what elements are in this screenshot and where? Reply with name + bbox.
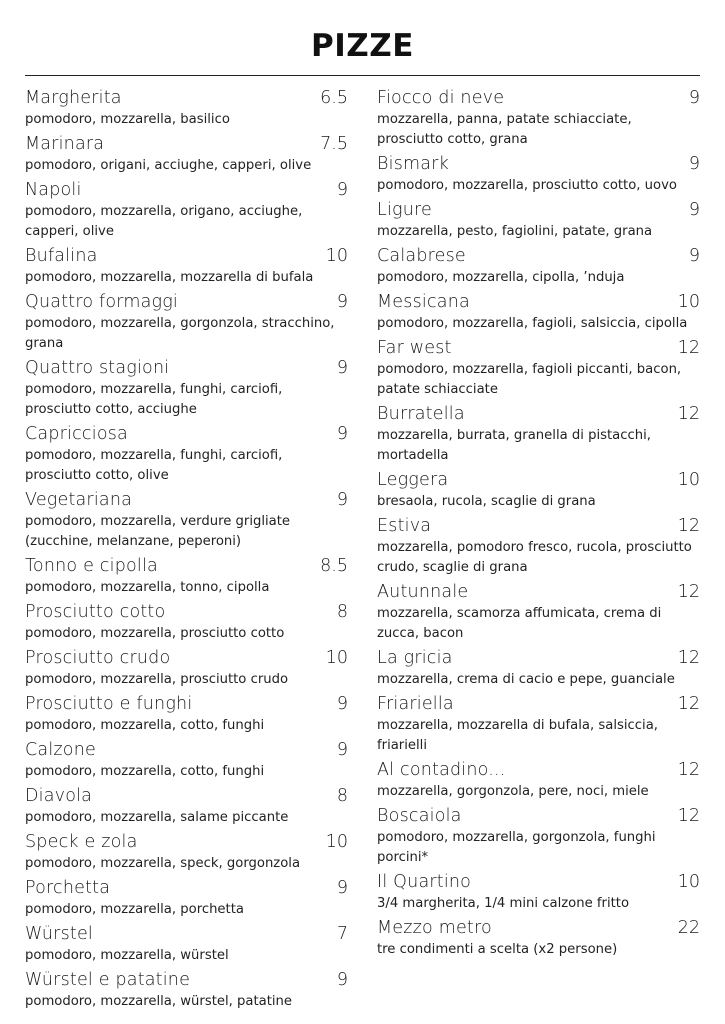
menu-item-header (25, 830, 348, 854)
pizza-name: Quattro stagioni (25, 358, 170, 378)
pizza-name: Messicana (377, 292, 470, 312)
pizza-price: 9 (688, 246, 700, 266)
pizza-price: 7 (336, 924, 348, 944)
menu-item (377, 916, 700, 960)
menu-item-header (25, 86, 348, 110)
pizza-price: 10 (325, 648, 348, 668)
pizza-ingredients: pomodoro, mozzarella, basilico (25, 112, 230, 127)
pizza-price: 12 (677, 760, 700, 780)
pizza-price: 10 (677, 470, 700, 490)
pizza-price: 12 (677, 648, 700, 668)
menu-item (25, 646, 348, 690)
menu-item (377, 468, 700, 512)
pizza-price: 12 (677, 404, 700, 424)
menu-item-header (377, 646, 700, 670)
menu-item (377, 692, 700, 756)
pizza-price: 22 (677, 918, 700, 938)
menu-item (25, 784, 348, 828)
menu-item (25, 600, 348, 644)
pizza-ingredients: pomodoro, mozzarella, cotto, funghi (25, 718, 265, 733)
menu-item (377, 514, 700, 578)
pizza-name: Würstel (25, 924, 93, 944)
pizza-price: 8 (336, 786, 348, 806)
pizza-name: Friariella (377, 694, 454, 714)
menu-item (377, 758, 700, 802)
menu-item-header (25, 692, 348, 716)
menu-item-header (377, 758, 700, 782)
pizza-price: 10 (677, 872, 700, 892)
pizza-price: 9 (336, 740, 348, 760)
menu-item (377, 402, 700, 466)
menu-item (377, 804, 700, 868)
pizza-price: 9 (688, 200, 700, 220)
pizza-name: Tonno e cipolla (25, 556, 158, 576)
menu-item (25, 356, 348, 420)
pizza-name: Marinara (25, 134, 105, 154)
pizza-ingredients: mozzarella, crema di cacio e pepe, guanciale (377, 672, 675, 687)
pizza-name: Calzone (25, 740, 96, 760)
menu-column-left (25, 86, 348, 1014)
pizza-ingredients: pomodoro, mozzarella, cotto, funghi (25, 764, 265, 779)
menu-item (377, 152, 700, 196)
pizza-price: 12 (677, 338, 700, 358)
pizza-name: Vegetariana (25, 490, 133, 510)
pizza-price: 10 (325, 246, 348, 266)
pizza-price: 9 (336, 878, 348, 898)
menu-item (377, 646, 700, 690)
menu-item (25, 968, 348, 1012)
pizza-price: 9 (336, 694, 348, 714)
menu-item (25, 876, 348, 920)
pizza-name: Bismark (377, 154, 449, 174)
pizza-ingredients: mozzarella, burrata, granella di pistacchi, mortadella (377, 428, 651, 463)
menu-item-header (377, 86, 700, 110)
menu-item (25, 422, 348, 486)
pizza-name: Far west (377, 338, 452, 358)
menu-item (25, 554, 348, 598)
pizza-price: 12 (677, 516, 700, 536)
pizza-name: Calabrese (377, 246, 466, 266)
pizza-name: Autunnale (377, 582, 469, 602)
pizza-price: 6.5 (320, 88, 348, 108)
menu-item-header (377, 580, 700, 604)
menu-item-header (25, 290, 348, 314)
menu-item-header (25, 738, 348, 762)
pizza-ingredients: pomodoro, mozzarella, prosciutto crudo (25, 672, 289, 687)
menu-item-header (25, 554, 348, 578)
menu-item-header (377, 244, 700, 268)
pizza-price: 9 (336, 292, 348, 312)
menu-item-header (377, 290, 700, 314)
pizza-ingredients: pomodoro, mozzarella, salame piccante (25, 810, 289, 825)
menu-item-header (25, 784, 348, 808)
pizza-price: 10 (677, 292, 700, 312)
pizza-ingredients: pomodoro, mozzarella, cipolla, ’nduja (377, 270, 625, 285)
menu-item (25, 290, 348, 354)
menu-item-header (25, 356, 348, 380)
pizza-ingredients: pomodoro, mozzarella, speck, gorgonzola (25, 856, 301, 871)
menu-item-header (377, 692, 700, 716)
menu-item (25, 692, 348, 736)
pizza-ingredients: mozzarella, pesto, fagiolini, patate, grana (377, 224, 653, 239)
menu-item-header (377, 870, 700, 894)
pizza-price: 9 (688, 154, 700, 174)
menu-item (25, 178, 348, 242)
pizza-price: 7.5 (320, 134, 348, 154)
pizza-price: 8 (336, 602, 348, 622)
pizza-ingredients: pomodoro, mozzarella, gorgonzola, funghi porcini* (377, 830, 656, 865)
menu-item (25, 830, 348, 874)
pizza-name: Ligure (377, 200, 432, 220)
pizza-ingredients: mozzarella, scamorza affumicata, crema di zucca, bacon (377, 606, 662, 641)
menu-item-header (25, 646, 348, 670)
pizza-name: Al contadino... (377, 760, 506, 780)
pizza-price: 9 (336, 180, 348, 200)
menu-item-header (25, 968, 348, 992)
pizza-name: Mezzo metro (377, 918, 492, 938)
pizza-ingredients: 3/4 margherita, 1/4 mini calzone fritto (377, 896, 630, 911)
pizza-price: 9 (336, 424, 348, 444)
menu-item (377, 290, 700, 334)
pizza-ingredients: mozzarella, pomodoro fresco, rucola, prosciutto crudo, scaglie di grana (377, 540, 692, 575)
pizza-price: 8.5 (320, 556, 348, 576)
pizza-ingredients: mozzarella, gorgonzola, pere, noci, miele (377, 784, 649, 799)
pizza-price: 9 (336, 358, 348, 378)
pizza-name: Diavola (25, 786, 93, 806)
pizza-price: 10 (325, 832, 348, 852)
pizza-price: 9 (336, 490, 348, 510)
pizza-ingredients: pomodoro, mozzarella, gorgonzola, stracchino, grana (25, 316, 335, 351)
menu-item-header (377, 198, 700, 222)
pizza-ingredients: pomodoro, mozzarella, tonno, cipolla (25, 580, 270, 595)
menu-item-header (377, 402, 700, 426)
menu-item-header (25, 178, 348, 202)
pizza-ingredients: pomodoro, mozzarella, fagioli piccanti, bacon, patate schiacciate (377, 362, 682, 397)
pizza-ingredients: pomodoro, mozzarella, prosciutto cotto (25, 626, 285, 641)
page-title: PIZZE (311, 28, 414, 64)
menu-item-header (377, 468, 700, 492)
pizza-price: 12 (677, 694, 700, 714)
pizza-name: Estiva (377, 516, 432, 536)
menu-item-header (25, 600, 348, 624)
pizza-ingredients: pomodoro, origani, acciughe, capperi, olive (25, 158, 312, 173)
menu-item-header (377, 916, 700, 940)
pizza-name: Bufalina (25, 246, 98, 266)
menu-item-header (25, 876, 348, 900)
pizza-ingredients: pomodoro, mozzarella, würstel (25, 948, 229, 963)
pizza-name: Burratella (377, 404, 465, 424)
pizza-name: Prosciutto e funghi (25, 694, 193, 714)
pizza-name: Würstel e patatine (25, 970, 191, 990)
menu-item-header (25, 422, 348, 446)
menu-item-header (377, 336, 700, 360)
pizza-ingredients: pomodoro, mozzarella, origano, acciughe, capperi, olive (25, 204, 303, 239)
menu-item (25, 922, 348, 966)
pizza-name: Boscaiola (377, 806, 462, 826)
pizza-ingredients: pomodoro, mozzarella, funghi, carciofi, prosciutto cotto, acciughe (25, 382, 283, 417)
menu-item (377, 870, 700, 914)
pizza-price: 12 (677, 582, 700, 602)
menu-item (25, 244, 348, 288)
menu-item (377, 580, 700, 644)
menu-item (25, 738, 348, 782)
pizza-name: Prosciutto cotto (25, 602, 166, 622)
menu-item (25, 86, 348, 130)
menu-item (377, 86, 700, 150)
menu-item (377, 198, 700, 242)
pizza-ingredients: mozzarella, panna, patate schiacciate, prosciutto cotto, grana (377, 112, 632, 147)
pizza-price: 9 (336, 970, 348, 990)
menu-column-right (377, 86, 700, 962)
pizza-ingredients: pomodoro, mozzarella, fagioli, salsiccia, cipolla (377, 316, 688, 331)
pizza-name: Il Quartino (377, 872, 472, 892)
menu-item-header (377, 804, 700, 828)
pizza-name: Capricciosa (25, 424, 128, 444)
pizza-price: 12 (677, 806, 700, 826)
menu-item (25, 488, 348, 552)
pizza-name: Quattro formaggi (25, 292, 178, 312)
menu-item (377, 244, 700, 288)
pizza-name: Napoli (25, 180, 82, 200)
pizza-ingredients: pomodoro, mozzarella, funghi, carciofi, prosciutto cotto, olive (25, 448, 283, 483)
pizza-name: Speck e zola (25, 832, 138, 852)
pizza-name: La gricia (377, 648, 453, 668)
pizza-name: Porchetta (25, 878, 111, 898)
pizza-ingredients: tre condimenti a scelta (x2 persone) (377, 942, 618, 957)
menu-item-header (377, 514, 700, 538)
pizza-name: Leggera (377, 470, 449, 490)
pizza-ingredients: mozzarella, mozzarella di bufala, salsiccia, friarielli (377, 718, 658, 753)
pizza-ingredients: bresaola, rucola, scaglie di grana (377, 494, 596, 509)
pizza-price: 9 (688, 88, 700, 108)
menu-item-header (25, 922, 348, 946)
pizza-ingredients: pomodoro, mozzarella, verdure grigliate (zucchine, melanzane, peperoni) (25, 514, 291, 549)
pizza-ingredients: pomodoro, mozzarella, prosciutto cotto, uovo (377, 178, 677, 193)
pizza-name: Margherita (25, 88, 122, 108)
menu-item-header (25, 132, 348, 156)
pizza-name: Prosciutto crudo (25, 648, 171, 668)
title-divider (25, 75, 700, 76)
menu-item (377, 336, 700, 400)
pizza-ingredients: pomodoro, mozzarella, porchetta (25, 902, 244, 917)
pizza-ingredients: pomodoro, mozzarella, mozzarella di bufala (25, 270, 314, 285)
menu-item-header (377, 152, 700, 176)
pizza-ingredients: pomodoro, mozzarella, würstel, patatine (25, 994, 293, 1009)
menu-item (25, 132, 348, 176)
menu-item-header (25, 244, 348, 268)
pizza-name: Fiocco di neve (377, 88, 505, 108)
menu-item-header (25, 488, 348, 512)
